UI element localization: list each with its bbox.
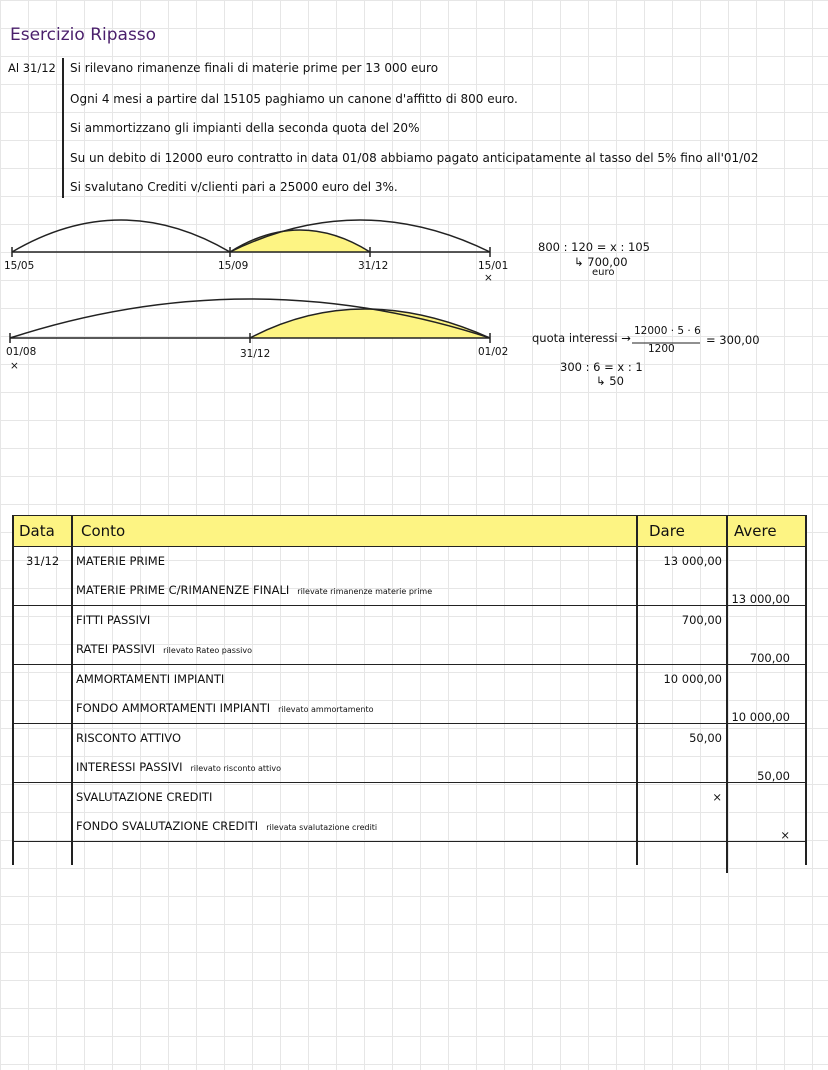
- timeline-2-date-3: 01/02: [478, 346, 509, 358]
- statement-1: Si rilevano rimanenze finali di materie prime per 13 000 euro: [70, 61, 439, 75]
- journal-entry: [12, 724, 807, 783]
- account-note: rilevato ammortamento: [278, 705, 374, 714]
- calc-2-line-3: ↳ 50: [596, 374, 624, 388]
- header-dare: Dare: [649, 522, 685, 540]
- account-name: FONDO SVALUTAZIONE CREDITI: [76, 819, 259, 833]
- calc-1-line-3: euro: [592, 267, 615, 278]
- account-cell: [76, 672, 232, 686]
- header-date: Data: [19, 522, 55, 540]
- journal-row: [12, 635, 807, 664]
- journal-row: [12, 694, 807, 723]
- account-name: SVALUTAZIONE CREDITI: [76, 790, 213, 804]
- timeline-1-date-1: 15/05: [4, 260, 35, 272]
- dare-amount: ×: [712, 790, 722, 804]
- entry-date: 31/12: [26, 554, 60, 568]
- account-cell: [76, 613, 158, 627]
- account-name: INTERESSI PASSIVI: [76, 760, 183, 774]
- account-note: rilevata svalutazione crediti: [266, 823, 378, 832]
- account-cell: [76, 731, 189, 745]
- avere-amount: 10 000,00: [731, 710, 790, 724]
- account-note: rilevate rimanenze materie prime: [297, 587, 433, 596]
- calc-2-label: quota interessi →: [532, 331, 631, 345]
- calc-2-line-2: 300 : 6 = x : 1: [560, 360, 643, 374]
- statements-bracket: [62, 58, 64, 198]
- account-name: FITTI PASSIVI: [76, 613, 151, 627]
- column-divider: [636, 515, 638, 865]
- journal-table: [12, 515, 807, 842]
- calc-1-line-2: ↳ 700,00: [574, 255, 628, 269]
- calc-2-denominator: 1200: [648, 343, 675, 355]
- account-note: rilevato risconto attivo: [190, 764, 282, 773]
- journal-entry: [12, 606, 807, 665]
- account-cell: [76, 642, 252, 656]
- account-cell: [76, 583, 432, 597]
- column-divider: [12, 515, 14, 865]
- timeline-2-date-1: 01/08: [6, 346, 37, 358]
- avere-amount: ×: [780, 828, 790, 842]
- header-account: Conto: [81, 522, 126, 540]
- column-divider: [726, 515, 728, 873]
- dare-amount: 700,00: [681, 613, 722, 627]
- journal-row: [12, 547, 807, 576]
- statement-4: Su un debito di 12000 euro contratto in data 01/08 abbiamo pagato anticipatamente al tasso del 5% fino all'01/02: [70, 151, 759, 165]
- account-cell: [76, 819, 377, 833]
- avere-amount: 700,00: [749, 651, 790, 665]
- account-cell: [76, 554, 173, 568]
- journal-header: [12, 515, 807, 547]
- journal-entry: [12, 783, 807, 842]
- column-divider: [71, 515, 73, 865]
- journal-entry: [12, 665, 807, 724]
- calc-1-line-1: 800 : 120 = x : 105: [538, 240, 650, 254]
- timeline-1-date-4: 15/01: [478, 260, 509, 272]
- header-avere: Avere: [734, 522, 777, 540]
- journal-row: [12, 606, 807, 635]
- account-name: AMMORTAMENTI IMPIANTI: [76, 672, 225, 686]
- intro-label: Al 31/12: [8, 61, 56, 75]
- timeline-1-date-2: 15/09: [218, 260, 249, 272]
- timeline-1-date-3: 31/12: [358, 260, 389, 272]
- account-cell: [76, 790, 220, 804]
- account-name: MATERIE PRIME C/RIMANENZE FINALI: [76, 583, 290, 597]
- account-name: MATERIE PRIME: [76, 554, 165, 568]
- calc-2-numerator: 12000 · 5 · 6: [634, 325, 701, 337]
- account-name: RATEI PASSIVI: [76, 642, 156, 656]
- account-name: FONDO AMMORTAMENTI IMPIANTI: [76, 701, 271, 715]
- journal-row: [12, 665, 807, 694]
- timeline-2-mark: ×: [10, 360, 19, 372]
- avere-amount: 13 000,00: [731, 592, 790, 606]
- journal-row: [12, 783, 807, 812]
- journal-entries: [12, 547, 807, 842]
- statement-5: Si svalutano Crediti v/clienti pari a 25000 euro del 3%.: [70, 180, 398, 194]
- avere-amount: 50,00: [757, 769, 790, 783]
- account-note: rilevato Rateo passivo: [163, 646, 252, 655]
- account-cell: [76, 701, 374, 715]
- journal-row: [12, 724, 807, 753]
- statement-2: Ogni 4 mesi a partire dal 15105 paghiamo un canone d'affitto di 800 euro.: [70, 92, 518, 106]
- timeline-1-mark: ×: [484, 272, 493, 284]
- journal-row: [12, 576, 807, 605]
- page-title: Esercizio Ripasso: [10, 25, 157, 45]
- timeline-diagrams: [0, 200, 828, 400]
- calc-2-result: = 300,00: [706, 333, 760, 347]
- dare-amount: 50,00: [689, 731, 722, 745]
- statement-3: Si ammortizzano gli impianti della seconda quota del 20%: [70, 121, 420, 135]
- dare-amount: 10 000,00: [663, 672, 722, 686]
- account-cell: [76, 760, 281, 774]
- timeline-2-date-2: 31/12: [240, 348, 271, 360]
- journal-entry: [12, 547, 807, 606]
- timeline-1-arc-a: [12, 220, 230, 252]
- journal-row: [12, 812, 807, 841]
- column-divider: [805, 515, 807, 865]
- account-name: RISCONTO ATTIVO: [76, 731, 182, 745]
- journal-row: [12, 753, 807, 782]
- dare-amount: 13 000,00: [663, 554, 722, 568]
